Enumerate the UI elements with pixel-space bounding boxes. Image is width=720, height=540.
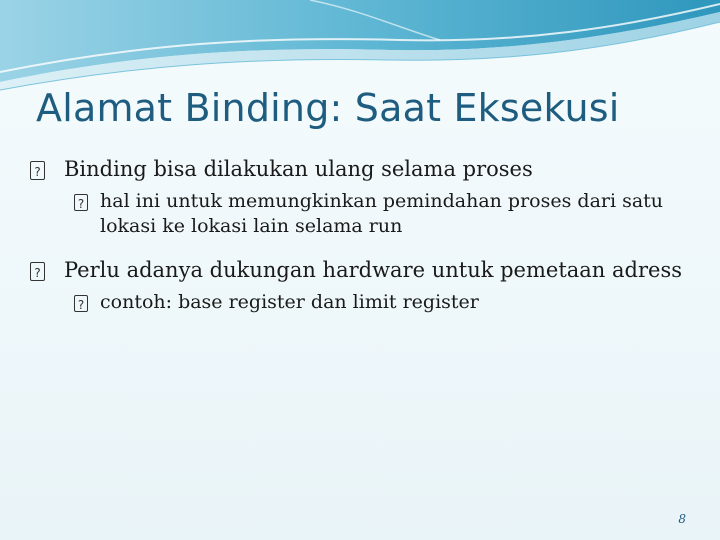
bullet-text: Binding bisa dilakukan ulang selama proses: [64, 157, 533, 181]
bullet-glyph-icon: [74, 190, 88, 215]
sub-bullet-text: contoh: base register dan limit register: [100, 291, 479, 313]
sub-bullet-text: hal ini untuk memungkinkan pemindahan proses dari satu lokasi ke lokasi lain selama run: [100, 190, 664, 237]
bullet-list: [30, 156, 690, 333]
wave-header-decoration: [0, 0, 720, 100]
slide-number: 8: [678, 512, 686, 526]
bullet-glyph-icon: [74, 291, 88, 316]
bullet-item: [30, 257, 690, 284]
bullet-glyph-icon: [30, 258, 45, 285]
bullet-item: [30, 156, 690, 183]
bullet-text: Perlu adanya dukungan hardware untuk pemetaan adress: [64, 258, 682, 282]
sub-bullet-item: [30, 290, 690, 315]
slide-title: Alamat Binding: Saat Eksekusi: [36, 86, 620, 130]
bullet-glyph-icon: [30, 157, 45, 184]
sub-bullet-item: [30, 189, 690, 239]
